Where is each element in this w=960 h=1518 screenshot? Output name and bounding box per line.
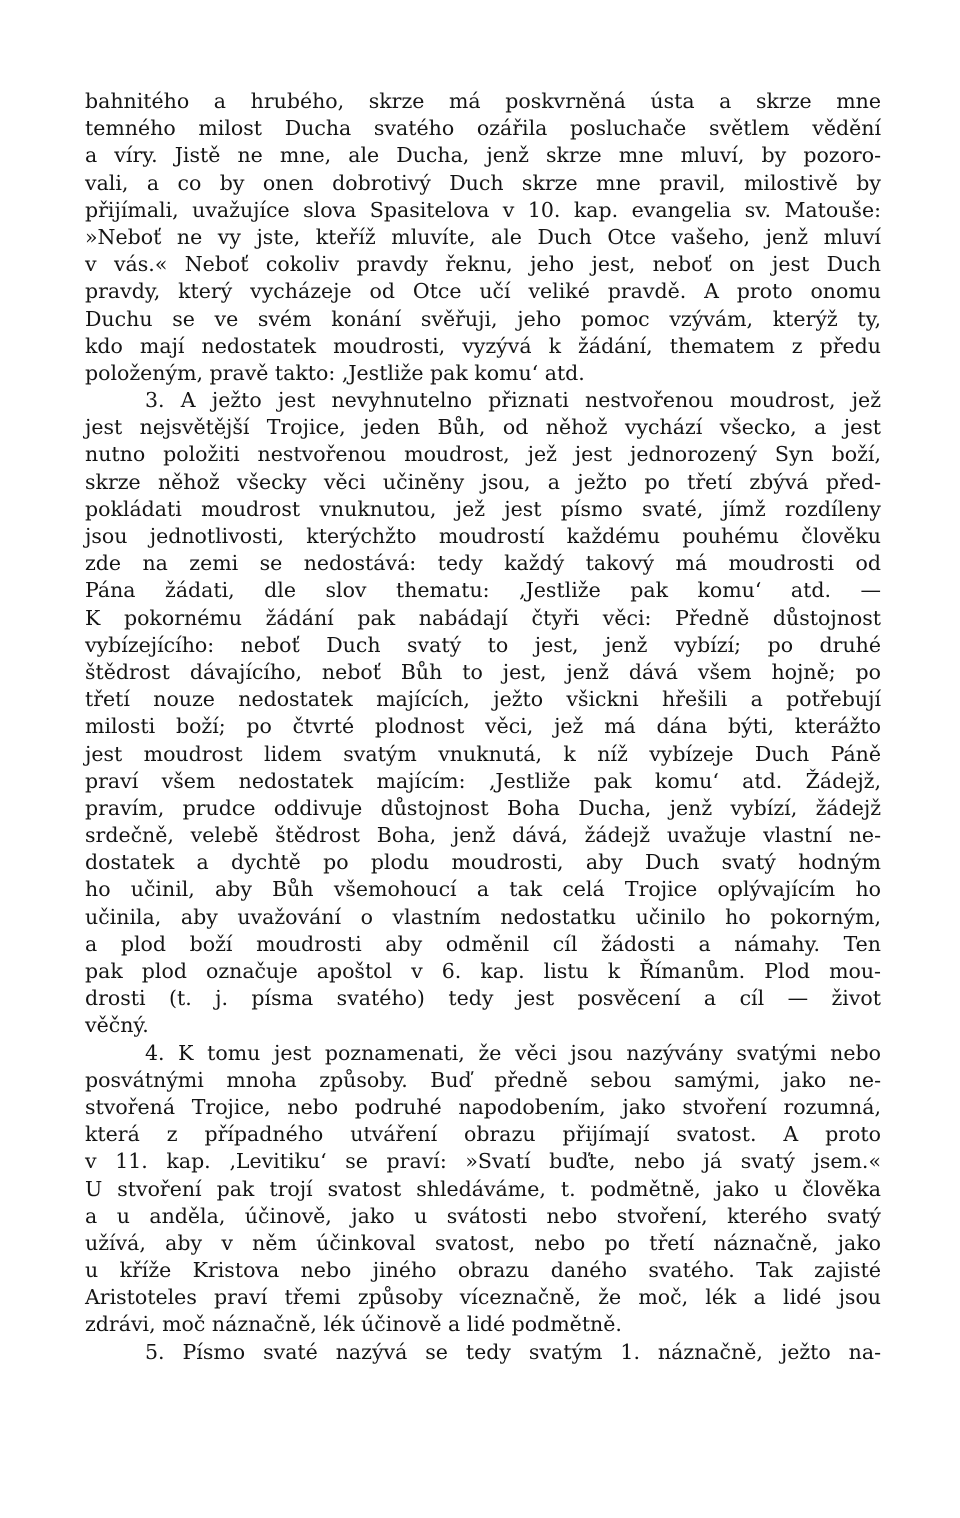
text-line: 3. A ježto jest nevyhnutelno přiznati nestvořenou moudrost, jež bbox=[145, 388, 881, 413]
text-line: a víry. Jistě ne mne, ale Ducha, jenž skrze mne mluví, by pozoro- bbox=[85, 143, 881, 168]
text-line: bahnitého a hrubého, skrze má poskvrněná ústa a skrze mne bbox=[85, 89, 881, 113]
text-line: K pokornému žádání pak nabádají čtyři věci: Předně důstojnost bbox=[85, 605, 881, 630]
text-line: zde na zemi se nedostává: tedy každý takový má moudrosti od bbox=[85, 551, 881, 576]
text-line: U stvoření pak trojí svatost shledáváme, t. podmětně, jako u člověka bbox=[85, 1176, 881, 1201]
text-line: a plod boží moudrosti aby odměnil cíl žádosti a námahy. Ten bbox=[85, 931, 881, 956]
text-line: štědrost dávajícího, neboť Bůh to jest, jenž dává všem hojně; po bbox=[85, 659, 881, 684]
text-line: posvátnými mnoha způsoby. Buď předně sebou samými, jako ne- bbox=[85, 1067, 881, 1092]
text-line: stvořená Trojice, nebo podruhé napodobením, jako stvoření rozumná, bbox=[85, 1094, 881, 1119]
text-line: ho učinil, aby Bůh všemohoucí a tak celá Trojice oplývajícím ho bbox=[85, 877, 881, 902]
text-line: položeným, pravě takto: ‚Jestliže pak komu‘ atd. bbox=[85, 360, 585, 385]
text-line: učinila, aby uvažování o vlastním nedostatku učinilo ho pokorným, bbox=[85, 904, 881, 929]
text-line: pokládati moudrost vnuknutou, jež jest písmo svaté, jímž rozdíleny bbox=[85, 496, 881, 521]
text-line: a u anděla, účinově, jako u svátosti nebo stvoření, kterého svatý bbox=[85, 1203, 881, 1228]
text-line: skrze něhož všecky věci učiněny jsou, a ježto po třetí zbývá před- bbox=[85, 469, 881, 494]
text-line: pravím, prudce oddivuje důstojnost Boha Ducha, jenž vybízí, žádejž bbox=[85, 795, 881, 820]
text-line: nutno položiti nestvořenou moudrost, jež jest jednorozený Syn boží, bbox=[85, 442, 881, 467]
text-line: Pána žádati, dle slov thematu: ‚Jestliže pak komu‘ atd. — bbox=[85, 578, 881, 603]
text-line: Aristoteles praví třemi způsoby víceznačně, že moč, lék a lidé jsou bbox=[85, 1285, 881, 1310]
text-line: »Neboť ne vy jste, kteříž mluvíte, ale Duch Otce vašeho, jenž mluví bbox=[85, 224, 881, 249]
text-line: srdečně, velebě štědrost Boha, jenž dává, žádejž uvažuje vlastní ne- bbox=[85, 823, 881, 848]
body-text bbox=[85, 88, 881, 1366]
text-line: vali, a co by onen dobrotivý Duch skrze mne pravil, milostivě by bbox=[85, 170, 881, 195]
text-line: přijímali, uvažujíce slova Spasitelova v 10. kap. evangelia sv. Matouše: bbox=[85, 197, 881, 222]
text-line: temného milost Ducha svatého ozářila posluchače světlem vědění bbox=[85, 116, 881, 141]
text-line: zdrávi, moč náznačně, lék účinově a lidé podmětně. bbox=[85, 1312, 622, 1337]
text-line: v 11. kap. ‚Levitiku‘ se praví: »Svatí buďte, nebo já svatý jsem.« bbox=[85, 1149, 881, 1174]
text-line: drosti (t. j. písma svatého) tedy jest posvěcení a cíl — život bbox=[85, 986, 881, 1011]
text-line: užívá, aby v něm účinkoval svatost, nebo po třetí náznačně, jako bbox=[85, 1230, 881, 1255]
text-line: třetí nouze nedostatek majících, ježto všickni hřešili a potřebují bbox=[85, 687, 881, 712]
text-line: jsou jednotlivosti, kterýchžto moudrostí každému pouhému člověku bbox=[85, 524, 881, 548]
text-line: vybízejícího: neboť Duch svatý to jest, jenž vybízí; po druhé bbox=[85, 632, 881, 657]
text-line: kdo mají nedostatek moudrosti, vyzývá k žádání, thematem z předu bbox=[85, 333, 881, 358]
text-line: dostatek a dychtě po plodu moudrosti, aby Duch svatý hodným bbox=[85, 850, 881, 875]
text-line: praví všem nedostatek majícím: ‚Jestliže pak komu‘ atd. Žádejž, bbox=[85, 768, 881, 793]
text-line: Duchu se ve svém konání svěřuji, jeho pomoc vzývám, kterýž ty, bbox=[85, 306, 881, 331]
text-line: v vás.« Neboť cokoliv pravdy řeknu, jeho jest, neboť on jest Duch bbox=[85, 252, 881, 277]
text-line: pravdy, který vycházeje od Otce učí veliké pravdě. A proto onomu bbox=[85, 279, 881, 304]
text-line: jest moudrost lidem svatým vnuknutá, k níž vybízeje Duch Páně bbox=[85, 741, 881, 766]
text-line: u kříže Kristova nebo jiného obrazu daného svatého. Tak zajisté bbox=[85, 1258, 881, 1283]
text-line: která z případného utváření obrazu přijímají svatost. A proto bbox=[85, 1122, 881, 1147]
text-line: 5. Písmo svaté nazývá se tedy svatým 1. náznačně, ježto na- bbox=[145, 1339, 881, 1364]
text-line: věčný. bbox=[85, 1013, 149, 1038]
text-line: 4. K tomu jest poznamenati, že věci jsou nazývány svatými nebo bbox=[145, 1040, 881, 1065]
text-line: jest nejsvětější Trojice, jeden Bůh, od něhož vychází všecko, a jest bbox=[85, 415, 881, 440]
text-line: pak plod označuje apoštol v 6. kap. listu k Římanům. Plod mou- bbox=[85, 959, 881, 983]
text-line: milosti boží; po čtvrté plodnost věci, jež má dána býti, kterážto bbox=[85, 714, 881, 739]
